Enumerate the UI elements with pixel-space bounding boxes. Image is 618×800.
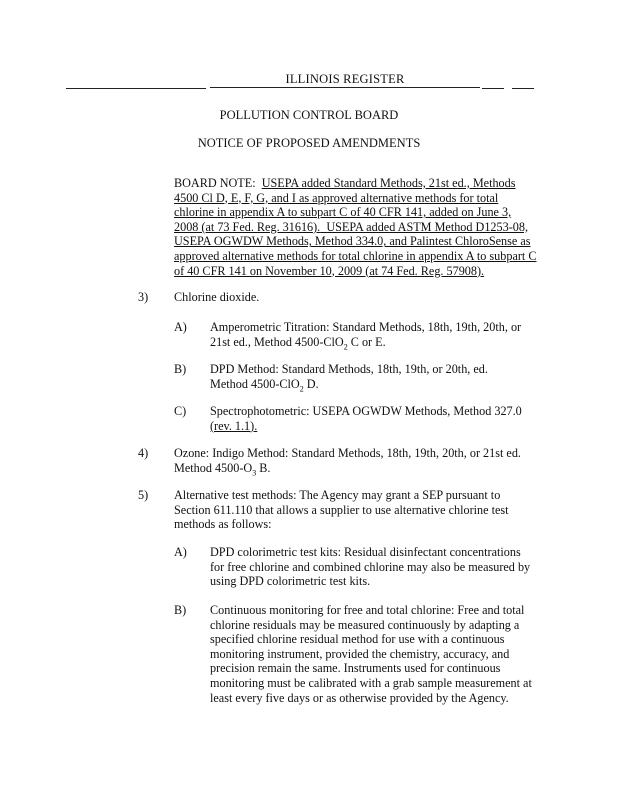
item5b-line7: least every five days or as otherwise provided by the Agency.	[210, 690, 509, 705]
board-note-line1: USEPA added Standard Methods, 21st ed., Methods	[261, 176, 516, 190]
item3b-number: B)	[174, 362, 187, 376]
item4-line1: Ozone: Indigo Method: Standard Methods, 18th, 19th, 20th, or 21st ed.	[174, 446, 521, 460]
item5-number: 5)	[138, 488, 149, 502]
item5a-text	[210, 545, 540, 589]
item3b-text	[210, 362, 540, 394]
item5-line3: methods as follows:	[174, 517, 272, 532]
item5a-line2: for free chlorine and combined chlorine may also be measured by	[210, 559, 531, 574]
item5b-line5: precision remain the same. Instruments used for continuous	[210, 661, 501, 676]
item5b-line3: specified chlorine residual method for use with a continuous	[210, 632, 505, 647]
item5b-line4: monitoring instrument, provided the chemistry, accuracy, and	[210, 646, 510, 661]
board-note-line3: chlorine in appendix A to subpart C of 40 CFR 141, added on June 3,	[174, 205, 512, 220]
item3b-method-suffix: D.	[303, 376, 319, 391]
item5-line2: Section 611.110 that allows a supplier to use alternative chlorine test	[174, 502, 509, 517]
item5a-line1: DPD colorimetric test kits: Residual disinfectant concentrations	[210, 545, 521, 559]
item5a-line3: using DPD colorimetric test kits.	[210, 574, 371, 589]
board-name: POLLUTION CONTROL BOARD	[219, 108, 399, 122]
item5-line1: Alternative test methods: The Agency may grant a SEP pursuant to	[174, 488, 501, 502]
item4-method-suffix: B.	[256, 460, 271, 475]
item3b-method: Method 4500-ClO	[210, 376, 300, 391]
item5b-text	[210, 603, 540, 705]
item3a-method-suffix: C or E.	[347, 334, 386, 349]
board-note-line4a: 2008 (at 73 Fed. Reg. 31616).	[174, 219, 321, 234]
item3c-number: C)	[174, 404, 187, 418]
board-note-line2: 4500 Cl D, E, F, G, and I as approved alternative methods for total	[174, 190, 499, 205]
board-note	[174, 176, 554, 278]
item3-title: Chlorine dioxide.	[174, 290, 260, 304]
board-note-label: BOARD NOTE:	[174, 176, 256, 190]
item4-number: 4)	[138, 446, 149, 460]
item3b-subscript: 2	[299, 384, 304, 394]
item3a-method: , Method 4500-ClO	[247, 334, 344, 349]
item4-subscript: 3	[252, 468, 257, 478]
board-note-line6: approved alternative methods for total chlorine in appendix A to subpart C	[174, 248, 537, 263]
register-title: ILLINOIS REGISTER	[210, 72, 480, 88]
item3b-line1: DPD Method: Standard Methods, 18th, 19th, or 20th, ed.	[210, 362, 488, 376]
item3c-line1: Spectrophotometric: USEPA OGWDW Methods, Method 327.0	[210, 404, 522, 418]
item3c-text	[210, 404, 540, 433]
item5b-line6: monitoring must be calibrated with a grab sample measurement at	[210, 675, 532, 690]
item5-text	[174, 488, 544, 532]
item3a-line1: Amperometric Titration: Standard Methods, 18th, 19th, 20th, or	[210, 320, 522, 334]
item5b-line2: chlorine residuals may be measured continuously by adapting a	[210, 617, 520, 632]
header-rule-mid	[482, 88, 504, 89]
header-rule-right	[512, 88, 534, 89]
item3-number: 3)	[138, 290, 149, 304]
item3a-subscript: 2	[343, 342, 348, 352]
item4-text	[174, 446, 544, 478]
board-note-line4b: USEPA added ASTM Method D1253-08,	[326, 219, 528, 234]
item5b-line1: Continuous monitoring for free and total chlorine: Free and total	[210, 603, 525, 617]
header-rule-left	[66, 88, 206, 89]
item3a-number: A)	[174, 320, 187, 334]
notice-title: NOTICE OF PROPOSED AMENDMENTS	[197, 136, 421, 150]
item4-method: Method 4500-O	[174, 460, 253, 475]
item5b-number: B)	[174, 603, 187, 617]
item3a-edition: 21st ed.	[210, 334, 248, 349]
board-note-line5: USEPA OGWDW Methods, Method 334.0, and Palintest ChloroSense as	[174, 234, 531, 249]
item5a-number: A)	[174, 545, 187, 559]
item3c-line2: (rev. 1.1).	[210, 418, 258, 433]
board-note-line7: of 40 CFR 141 on November 10, 2009 (at 74 Fed. Reg. 57908).	[174, 263, 485, 278]
item3a-text	[210, 320, 540, 352]
